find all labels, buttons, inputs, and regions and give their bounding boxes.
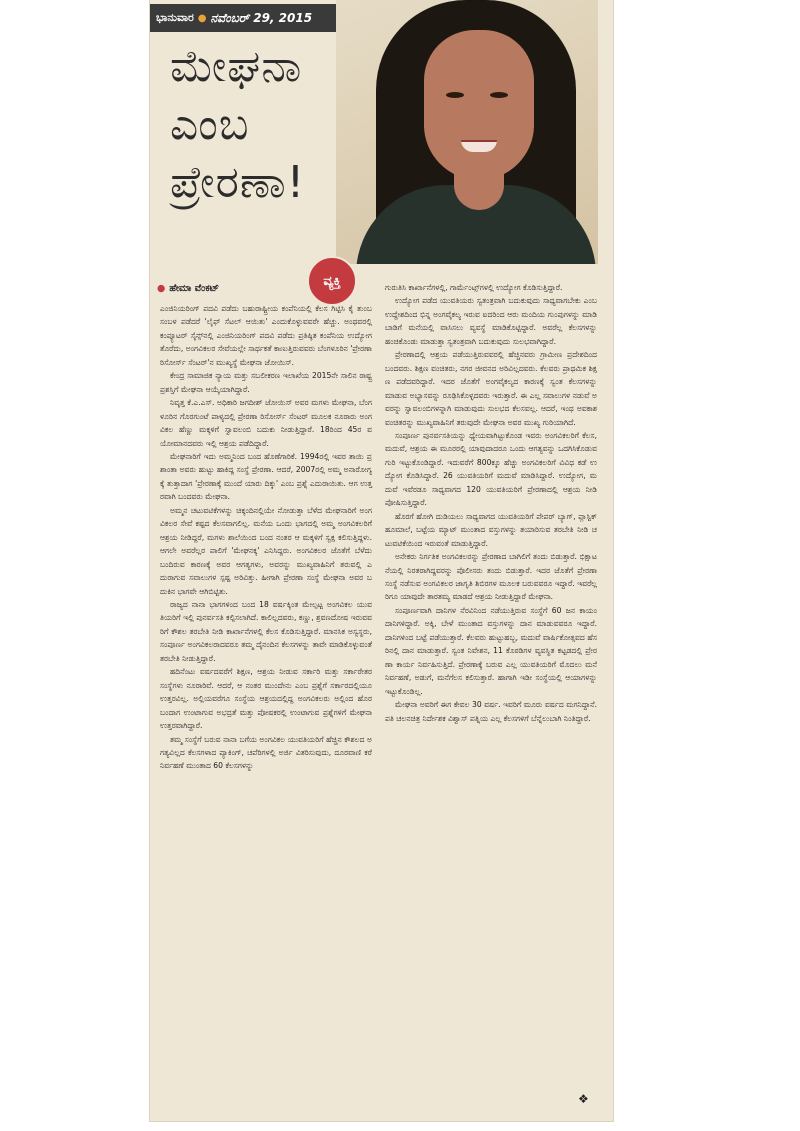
paragraph: ಅನೇಕರು ನಿರ್ಗತಿಕ ಅಂಗವಿಕಲರನ್ನು ಪ್ರೇರಣಾದ ಬಾಗಿಲಿಗೆ ತಂದು ಬಿಡುತ್ತಾರೆ. ಭಿಕ್ಷಾಟನೆಯಲ್ಲಿ ನಿರತರಾಗಿದ್ದವರನ್ನು ಪೊಲೀಸರು ತಂದು ಬಿಡುತ್ತಾರೆ. ಇದರ ಜೊತೆಗೆ ಪ್ರೇರಣಾ ಸಂಸ್ಥೆ ನಡೆಸುವ ಅಂಗವಿಕಲರ ಜಾಗೃತಿ ಶಿಬಿರಗಳ ಮೂಲಕ ಬರುವವರೂ ಇದ್ದಾರೆ. ಇವರೆಲ್ಲರಿಗೂ ಯಾವುದೇ ತಾರತಮ್ಯ ಮಾಡದೆ ಆಶ್ರಯ ನೀಡುತ್ತಿದ್ದಾರೆ ಮೇಘನಾ.: [385, 552, 597, 602]
paragraph: ಪ್ರೇರಣಾದಲ್ಲಿ ಆಶ್ರಯ ಪಡೆಯುತ್ತಿರುವವರಲ್ಲಿ ಹೆಚ್ಚಿನವರು ಗ್ರಾಮೀಣ ಪ್ರದೇಶದಿಂದ ಬಂದವರು. ಶಿಕ್ಷಣ ವಂಚಿತರು, ನಗರ ಜೀವನದ ಅರಿವಿಲ್ಲದವರು. ಕೆಲವರು ಪ್ರಾಥಮಿಕ ಶಿಕ್ಷಣ ಪಡೆದವರಿದ್ದಾರೆ. ಇದರ ಜೊತೆಗೆ ಅಂಗವೈಕಲ್ಯದ ಕಾರಣಕ್ಕೆ ಸ್ವಂತ ಕೆಲಸಗಳನ್ನು ಮಾಡುವ ಅಭ್ಯಾಸವನ್ನು ರೂಢಿಸಿಕೊಳ್ಳದವರು ಇರುತ್ತಾರೆ. ಈ ಎಲ್ಲ ಸವಾಲುಗಳ ನಡುವೆ ಅವರನ್ನು ಸ್ವಾವಲಂಬಿಗಳನ್ನಾಗಿ ಮಾಡುವುದು ಸುಲಭದ ಕೆಲಸವಲ್ಲ. ಆದರೆ, ಇಂಥ ಅವಕಾಶ ವಂಚಿತರನ್ನು ಮುಖ್ಯವಾಹಿನಿಗೆ ತರುವುದೇ ಮೇಘನಾ ಅವರ ಮುಖ್ಯ ಗುರಿಯಾಗಿದೆ.: [385, 350, 597, 427]
headline: [170, 38, 410, 212]
paragraph: ಕೇಂದ್ರ ಸಾಮಾಜಿಕ ನ್ಯಾಯ ಮತ್ತು ಸಬಲೀಕರಣ ಇಲಾಖೆಯ 2015ನೇ ಸಾಲಿನ ರಾಷ್ಟ್ರ ಪ್ರಶಸ್ತಿಗೆ ಮೇಘನಾ ಆಯ್ಕೆಯಾಗಿದ್ದಾರೆ.: [160, 371, 372, 394]
paragraph: ಹೊರಗೆ ಹೋಗಿ ದುಡಿಯಲು ಸಾಧ್ಯವಾಗದ ಯುವತಿಯರಿಗೆ ಪೇಪರ್ ಬ್ಯಾಗ್, ಪ್ಲಾಸ್ಟಿಕ್ ಹೂಮಾಲೆ, ಬಟ್ಟೆಯ ಮ್ಯಾಟ್ ಮುಂತಾದ ವಸ್ತುಗಳನ್ನು ತಯಾರಿಸುವ ತರಬೇತಿ ನೀಡಿ ಚಟುವಟಿಕೆಯಿಂದ ಇರುವಂತೆ ಮಾಡುತ್ತಿದ್ದಾರೆ.: [385, 511, 597, 548]
paragraph: ಸಂಪೂರ್ಣ ಪುನರ್ವಸತಿಯನ್ನು ಧ್ಯೇಯವಾಗಿಟ್ಟುಕೊಂಡ ಇವರು ಅಂಗವಿಕಲರಿಗೆ ಕೆಲಸ, ಮದುವೆ, ಆಶ್ರಯ ಈ ಮೂರರಲ್ಲಿ ಯಾವುದಾದರೂ ಒಂದು ಆಗತ್ಯವನ್ನು ಒದಗಿಸಿಕೊಡುವ ಗುರಿ ಇಟ್ಟುಕೊಂಡಿದ್ದಾರೆ. ಇದುವರೆಗೆ 800ಕ್ಕೂ ಹೆಚ್ಚು ಅಂಗವಿಕಲರಿಗೆ ವಿವಿಧ ಕಡೆ ಉದ್ಯೋಗ ಕೊಡಿಸಿದ್ದಾರೆ. 26 ಯುವತಿಯರಿಗೆ ಮದುವೆ ಮಾಡಿಸಿದ್ದಾರೆ. ಉದ್ಯೋಗ, ಮದುವೆ ಇವೆರಡೂ ಸಾಧ್ಯವಾಗದ 120 ಯುವತಿಯರಿಗೆ ಪ್ರೇರಣಾದಲ್ಲಿ ಆಶ್ರಯ ನೀಡಿ ಪೋಷಿಸುತ್ತಿದ್ದಾರೆ.: [385, 430, 597, 508]
byline-bullet-icon: ●: [157, 283, 166, 294]
headline-line-3: ಪ್ರೇರಣಾ!: [170, 157, 306, 208]
headline-line-1: ಮೇಘನಾ: [170, 41, 303, 92]
paragraph: ಗುರುತಿಸಿ ಕಾರ್ಖಾನೆಗಳಲ್ಲಿ, ಗಾರ್ಮೆಂಟ್ಸ್‌ಗಳಲ್ಲಿ ಉದ್ಯೋಗ ಕೊಡಿಸುತ್ತಿದ್ದಾರೆ.: [385, 283, 563, 292]
author-name: ಹೇಮಾ ವೆಂಕಟ್: [169, 283, 219, 294]
paragraph: ಎಂಜಿನಿಯರಿಂಗ್ ಪದವಿ ಪಡೆದು ಬಹುರಾಷ್ಟ್ರೀಯ ಕಂಪೆನಿಯಲ್ಲಿ ಕೆಲಸ ಗಿಟ್ಟಿಸಿ ಕೈ ತುಂಬ ಸಂಬಳ ಪಡೆದರೆ 'ಲೈಫ್ ಸೆಟಲ್ ಆಯಿತು' ಎಂದುಕೊಳ್ಳುವವರೇ ಹೆಚ್ಚು. ಅಂಥವರಲ್ಲಿ ಕಂಪ್ಯೂಟರ್ ಸೈನ್ಸ್‌ನಲ್ಲಿ ಎಂಜಿನಿಯರಿಂಗ್ ಪದವಿ ಪಡೆದು ಪ್ರತಿಷ್ಠಿತ ಕಂಪೆನಿಯ ಉದ್ಯೋಗ ತೊರೆದು, ಅಂಗವಿಕಲರ ಸೇವೆಯಲ್ಲೇ ಸಾರ್ಥಕತೆ ಕಾಣುತ್ತಿರುವವರು ಬೆಂಗಳೂರಿನ 'ಪ್ರೇರಣಾ ರಿಸೋರ್ಸ್ ಸೆಂಟರ್'ನ ಮುಖ್ಯಸ್ಥೆ ಮೇಘನಾ ಜೋಯಿಸ್.: [160, 304, 372, 367]
masthead-date: ನವೆಂಬರ್ 29, 2015: [210, 10, 313, 25]
paragraph: ಉದ್ಯೋಗ ಪಡೆದ ಯುವತಿಯರು ಸ್ವತಂತ್ರವಾಗಿ ಬದುಕುವುದು ಸಾಧ್ಯವಾಗಬೇಕು ಎಂಬ ಉದ್ದೇಶದಿಂದ ಭಿನ್ನ ಅಂಗವೈಕಲ್ಯ ಇರುವ ಐದರಿಂದ ಆರು ಮಂದಿಯ ಗುಂಪುಗಳನ್ನು ಮಾಡಿ ಬಾಡಿಗೆ ಮನೆಯಲ್ಲಿ ವಾಸಿಸಲು ವ್ಯವಸ್ಥೆ ಮಾಡಿಕೊಟ್ಟಿದ್ದಾರೆ. ಅವರೆಲ್ಲ ಕೆಲಸಗಳನ್ನು ಹಂಚಿಕೊಂಡು ಮಾಡುತ್ತಾ ಸ್ವತಂತ್ರವಾಗಿ ಬದುಕುವುದು ಸುಲಭವಾಗಿದ್ದಾರೆ.: [385, 296, 597, 346]
masthead-dot-icon: ●: [197, 12, 207, 24]
paragraph: ಸಂಪೂರ್ಣವಾಗಿ ದಾನಿಗಳ ನೆರವಿನಿಂದ ನಡೆಯುತ್ತಿರುವ ಸಂಸ್ಥೆಗೆ 60 ಜನ ಕಾಯಂ ದಾನಿಗಳಿದ್ದಾರೆ. ಅಕ್ಕಿ, ಬೇಳೆ ಮುಂತಾದ ವಸ್ತುಗಳನ್ನು ದಾನ ಮಾಡುವವರೂ ಇದ್ದಾರೆ. ದಾನಿಗಳಿಂದ ಬಟ್ಟೆ ಪಡೆಯುತ್ತಾರೆ. ಕೆಲವರು ಹುಟ್ಟುಹಬ್ಬ, ಮದುವೆ ವಾರ್ಷಿಕೋತ್ಸವದ ಹೆಸರಿನಲ್ಲಿ ದಾನ ಮಾಡುತ್ತಾರೆ. ಸ್ವಂತ ನಿವೇಶನ, 11 ಕೊಠಡಿಗಳ ವ್ಯವಸ್ಥಿತ ಕಟ್ಟಡದಲ್ಲಿ ಪ್ರೇರಣಾ ಕಾರ್ಯ ನಿರ್ವಹಿಸುತ್ತಿದೆ. ಪ್ರೇರಣಾಕ್ಕೆ ಬರುವ ಎಲ್ಲ ಯುವತಿಯರಿಗೆ ಮೊದಲು ಮನೆ ನಿರ್ವಹಣೆ, ಅಡುಗೆ, ಮನೆಗೆಲಸ ಕಲಿಸುತ್ತಾರೆ. ಹಾಗಾಗಿ ಇಡೀ ಸಂಸ್ಥೆಯಲ್ಲಿ ಆಯಾಗಳನ್ನು ಇಟ್ಟುಕೊಂಡಿಲ್ಲ.: [385, 605, 597, 696]
masthead-day: ಭಾನುವಾರ: [156, 11, 194, 24]
end-ornament-icon: ❖: [578, 1092, 589, 1106]
byline: [157, 283, 219, 294]
section-badge: ವ್ಯಕ್ತಿ: [307, 256, 357, 306]
paragraph: ರಾಜ್ಯದ ನಾನಾ ಭಾಗಗಳಿಂದ ಬಂದ 18 ವರ್ಷಕ್ಕಿಂತ ಮೇಲ್ಪಟ್ಟ ಅಂಗವಿಕಲ ಯುವತಿಯರಿಗೆ ಇಲ್ಲಿ ಪುನರ್ವಸತಿ ಕಲ್ಪಿಸಲಾಗಿದೆ. ಕಾಲಿಲ್ಲದವರು, ಕಣ್ಣು, ಶ್ರವಣದೋಷ ಇರುವವರಿಗೆ ಕೌಶಲ ತರಬೇತಿ ನೀಡಿ ಕಾರ್ಖಾನೆಗಳಲ್ಲಿ ಕೆಲಸ ಕೊಡಿಸುತ್ತಿದ್ದಾರೆ. ಮಾನಸಿಕ ಅಸ್ವಸ್ಥರು, ಸಂಪೂರ್ಣ ಅಂಗವಿಕಲರಾದವರೂ ತಮ್ಮ ದೈನಂದಿನ ಕೆಲಸಗಳನ್ನು ತಾವೇ ಮಾಡಿಕೊಳ್ಳುವಂತೆ ತರಬೇತಿ ನೀಡುತ್ತಿದ್ದಾರೆ.: [160, 599, 372, 663]
paragraph: ಅಮ್ಮನ ಚಟುವಟಿಕೆಗಳನ್ನು ಚಿಕ್ಕಂದಿನಲ್ಲಿಯೇ ನೋಡುತ್ತಾ ಬೆಳೆದ ಮೇಘನಾರಿಗೆ ಅಂಗವಿಕಲರ ಸೇವೆ ಕಷ್ಟದ ಕೆಲಸವಾಗಲಿಲ್ಲ. ಮನೆಯ ಒಂದು ಭಾಗದಲ್ಲಿ ಅಮ್ಮ ಅಂಗವಿಕಲರಿಗೆ ಆಶ್ರಯ ನೀಡಿದ್ದರೆ, ಮಗಳು ಶಾಲೆಯಿಂದ ಬಂದ ನಂತರ ಆ ಮಕ್ಕಳಿಗೆ ಸ್ವಕ್ಷ ಕಲಿಸುತ್ತಿದ್ದಳು. ಆಗಲೇ ಅವರೆಲ್ಲರ ಪಾಲಿಗೆ 'ಮೇಘನಕ್ಕ' ಎನಿಸಿದ್ದರು. ಅಂಗವಿಕಲರ ಜೊತೆಗೆ ಬೆಳೆದು ಬಂದಿರುವ ಕಾರಣಕ್ಕೆ ಅವರ ಆಗತ್ಯಗಳು, ಅವರನ್ನು ಮುಖ್ಯವಾಹಿನಿಗೆ ತರುವಲ್ಲಿ ಎದುರಾಗುವ ಸವಾಲುಗಳ ಸ್ಪಷ್ಟ ಅರಿವಿತ್ತು. ಹೀಗಾಗಿ ಪ್ರೇರಣಾ ಸಂಸ್ಥೆ ಮೇಘನಾ ಅವರ ಬದುಕಿನ ಭಾಗವೇ ಆಗಿಬಿಟ್ಟಿತು.: [160, 505, 372, 596]
article-column-right: [385, 281, 597, 725]
paragraph: ತಮ್ಮ ಸಂಸ್ಥೆಗೆ ಬರುವ ನಾನಾ ಬಗೆಯ ಅಂಗವಿಕಲ ಯುವತಿಯರಿಗೆ ಹೆಚ್ಚಿನ ಕೌಶಲದ ಅಗತ್ಯವಿಲ್ಲದ ಕೆಲಸಗಳಾದ ಪ್ಯಾಕಿಂಗ್, ಚಪೆರಿಗಳಲ್ಲಿ ಅರ್ಜಿ ವಿತರಿಸುವುದು, ದೂರವಾಣಿ ಕರೆ ನಿರ್ವಹಣೆ ಮುಂತಾದ 60 ಕೆಲಸಗಳನ್ನು: [160, 734, 372, 771]
paragraph: ಹದಿನೆಂಟು ವರ್ಷದವರೆಗೆ ಶಿಕ್ಷಣ, ಆಶ್ರಯ ನೀಡುವ ಸರ್ಕಾರಿ ಮತ್ತು ಸರ್ಕಾರೇತರ ಸಂಸ್ಥೆಗಳು ನೂರಾರಿವೆ. ಆದರೆ, ಆ ನಂತರ ಮುಂದೇನು ಎಂಬ ಪ್ರಶ್ನೆಗೆ ಸರ್ಕಾರದಲ್ಲಿಯೂ ಉತ್ತರವಿಲ್ಲ. ಅಲ್ಲಿಯವರೆಗೂ ಸಂಸ್ಥೆಯ ಆಶ್ರಯದಲ್ಲಿದ್ದ ಅಂಗವಿಕಲರು ಅಲ್ಲಿಂದ ಹೊರಬಂದಾಗ ಉಂಟಾಗುವ ಅಭದ್ರತೆ ಮತ್ತು ಪೋಷಕರಲ್ಲಿ ಉಂಟಾಗುವ ಪ್ರಶ್ನೆಗಳಿಗೆ ಮೇಘನಾ ಉತ್ತರವಾಗಿದ್ದಾರೆ.: [160, 667, 372, 731]
paragraph: ಮೇಘನಾ ಅವರಿಗೆ ಈಗ ಕೇವಲ 30 ವರ್ಷ. ಇವರಿಗೆ ಮೂರು ವರ್ಷದ ಮಗನಿದ್ದಾನೆ. ಪತಿ ಚಲನಚಿತ್ರ ನಿರ್ದೇಶಕ ವಿಶ್ವಾಸ್ ಪತ್ನಿಯ ಎಲ್ಲ ಕೆಲಸಗಳಿಗೆ ಬೆನ್ನೆಲುಬಾಗಿ ನಿಂತಿದ್ದಾರೆ.: [385, 700, 597, 723]
headline-line-2: ಎಂಬ: [170, 99, 250, 150]
paragraph: ನಿವೃತ್ತ ಕೆ.ಎ.ಎಸ್. ಅಧಿಕಾರಿ ಜಗದೀಶ್ ಜೋಯಿಸ್ ಅವರ ಮಗಳು ಮೇಘನಾ, ಬೆಂಗಳೂರಿನ ಗೊರಗುಂಟೆ ಪಾಳ್ಯದಲ್ಲಿ ಪ್ರೇರಣಾ ರಿಸೋರ್ಸ್ ಸೆಂಟರ್ ಮೂಲಕ ನೂರಾರು ಅಂಗವಿಕಲ ಹೆಣ್ಣು ಮಕ್ಕಳಿಗೆ ಸ್ವಾವಲಂಬಿ ಬದುಕು ನೀಡುತ್ತಿದ್ದಾರೆ. 18ರಿಂದ 45ರ ವಯೋಮಾನದವರು ಇಲ್ಲಿ ಆಶ್ರಯ ಪಡೆದಿದ್ದಾರೆ.: [160, 398, 372, 448]
paragraph: ಮೇಘನಾರಿಗೆ ಇದು ಅಮ್ಮನಿಂದ ಬಂದ ಹೊಣೆಗಾರಿಕೆ. 1994ರಲ್ಲಿ ಇವರ ತಾಯಿ ಪ್ರಶಾಂತಾ ಅವರು ಹುಟ್ಟು ಹಾಕಿದ್ದ ಸಂಸ್ಥೆ ಪ್ರೇರಣಾ. ಆದರೆ, 2007ರಲ್ಲಿ ಅಮ್ಮ ಅನಾರೋಗ್ಯಕ್ಕೆ ತುತ್ತಾದಾಗ 'ಪ್ರೇರಣಾಕ್ಕೆ ಮುಂದೆ ಯಾರು ದಿಕ್ಕು' ಎಂಬ ಪ್ರಶ್ನೆ ಎದುರಾಯಿತು. ಆಗ ಉತ್ತರವಾಗಿ ಬಂದವರು ಮೇಘನಾ.: [160, 451, 372, 502]
article-column-left: [160, 302, 372, 773]
